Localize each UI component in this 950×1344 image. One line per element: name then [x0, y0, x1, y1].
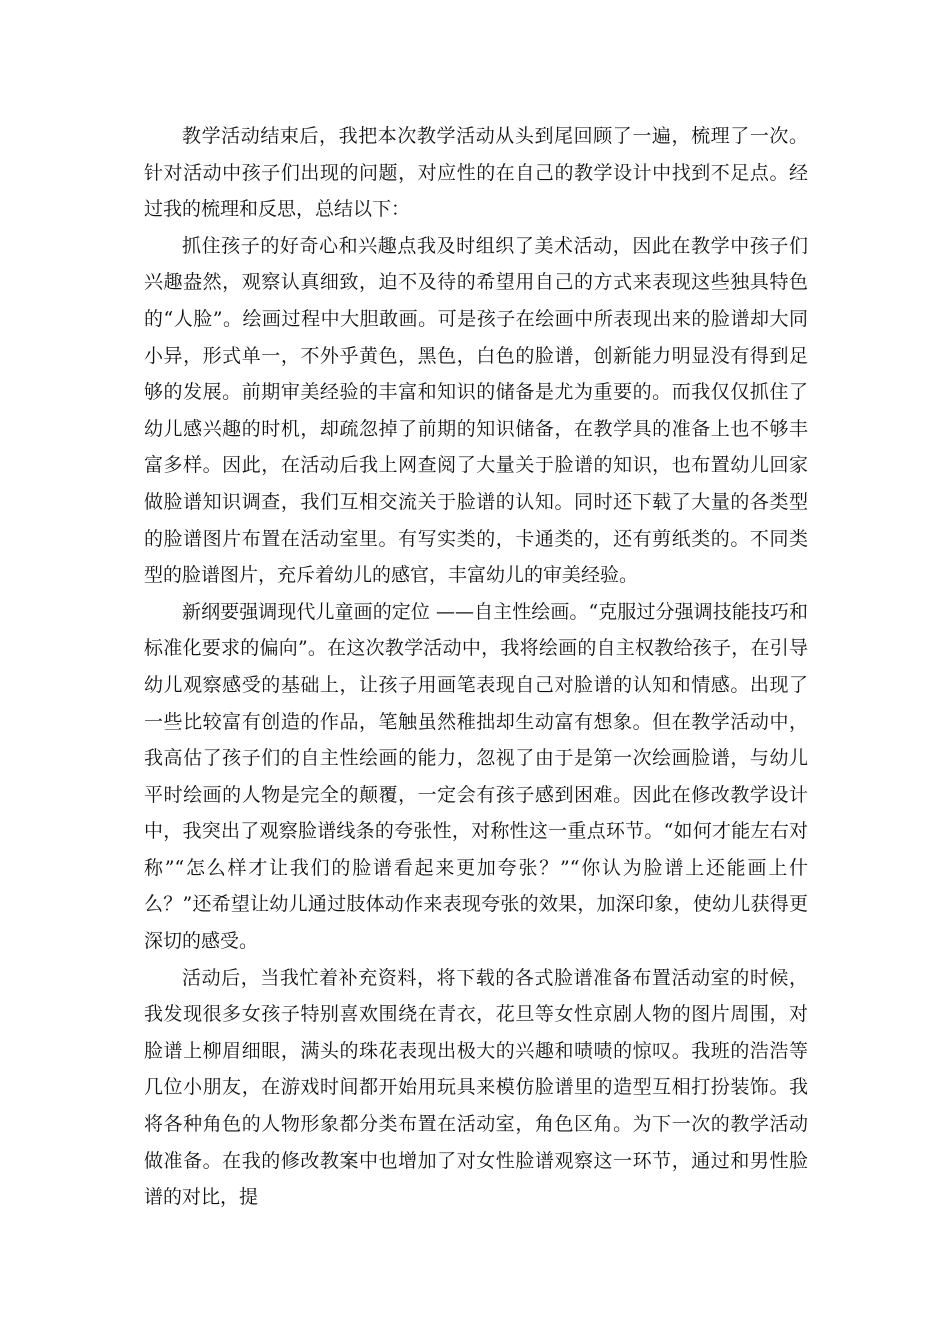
paragraph-2: 抓住孩子的好奇心和兴趣点我及时组织了美术活动，因此在教学中孩子们兴趣盎然，观察认真细致，迫不及待的希望用自己的方式来表现这些独具特色的“人脸”。绘画过程中大胆敢画。可是孩子在绘画中所表现出来的脸谱却大同小异，形式单一，不外乎黄色，黑色，白色的脸谱，创新能力明显没有得到足够的发展。前期审美经验的丰富和知识的储备是尤为重要的。而我仅仅抓住了幼儿感兴趣的时机，却疏忽掉了前期的知识储备，在教学具的准备上也不够丰富多样。因此，在活动后我上网查阅了大量关于脸谱的知识，也布置幼儿回家做脸谱知识调查，我们互相交流关于脸谱的认知。同时还下载了大量的各类型的脸谱图片布置在活动室里。有写实类的，卡通类的，还有剪纸类的。不同类型的脸谱图片，充斥着幼儿的感官，丰富幼儿的审美经验。 — [144, 234, 808, 587]
body-text — [144, 118, 808, 1216]
paragraph-3: 新纲要强调现代儿童画的定位 ——自主性绘画。“克服过分强调技能技巧和标准化要求的偏向”。在这次教学活动中，我将绘画的自主权教给孩子，在引导幼儿观察感受的基础上，让孩子用画笔表现自己对脸谱的认知和情感。出现了一些比较富有创造的作品，笔触虽然稚拙却生动富有想象。但在教学活动中，我高估了孩子们的自主性绘画的能力，忽视了由于是第一次绘画脸谱，与幼儿平时绘画的人物是完全的颠覆，一定会有孩子感到困难。因此在修改教学设计中，我突出了观察脸谱线条的夸张性，对称性这一重点环节。“如何才能左右对称”“怎么样才让我们的脸谱看起来更加夸张？”“你认为脸谱上还能画上什么？”还希望让幼儿通过肢体动作来表现夸张的效果，加深印象，使幼儿获得更深切的感受。 — [144, 600, 808, 953]
paragraph-4: 活动后，当我忙着补充资料，将下载的各式脸谱准备布置活动室的时候，我发现很多女孩子特别喜欢围绕在青衣，花旦等女性京剧人物的图片周围，对脸谱上柳眉细眼，满头的珠花表现出极大的兴趣和啧啧的惊叹。我班的浩浩等几位小朋友，在游戏时间都开始用玩具来模仿脸谱里的造型互相打扮装饰。我将各种角色的人物形象都分类布置在活动室，角色区角。为下一次的教学活动做准备。在我的修改教案中也增加了对女性脸谱观察这一环节，通过和男性脸谱的对比，提 — [144, 966, 808, 1209]
paragraph-1: 教学活动结束后，我把本次教学活动从头到尾回顾了一遍，梳理了一次。针对活动中孩子们出现的问题，对应性的在自己的教学设计中找到不足点。经过我的梳理和反思，总结以下： — [144, 125, 808, 221]
